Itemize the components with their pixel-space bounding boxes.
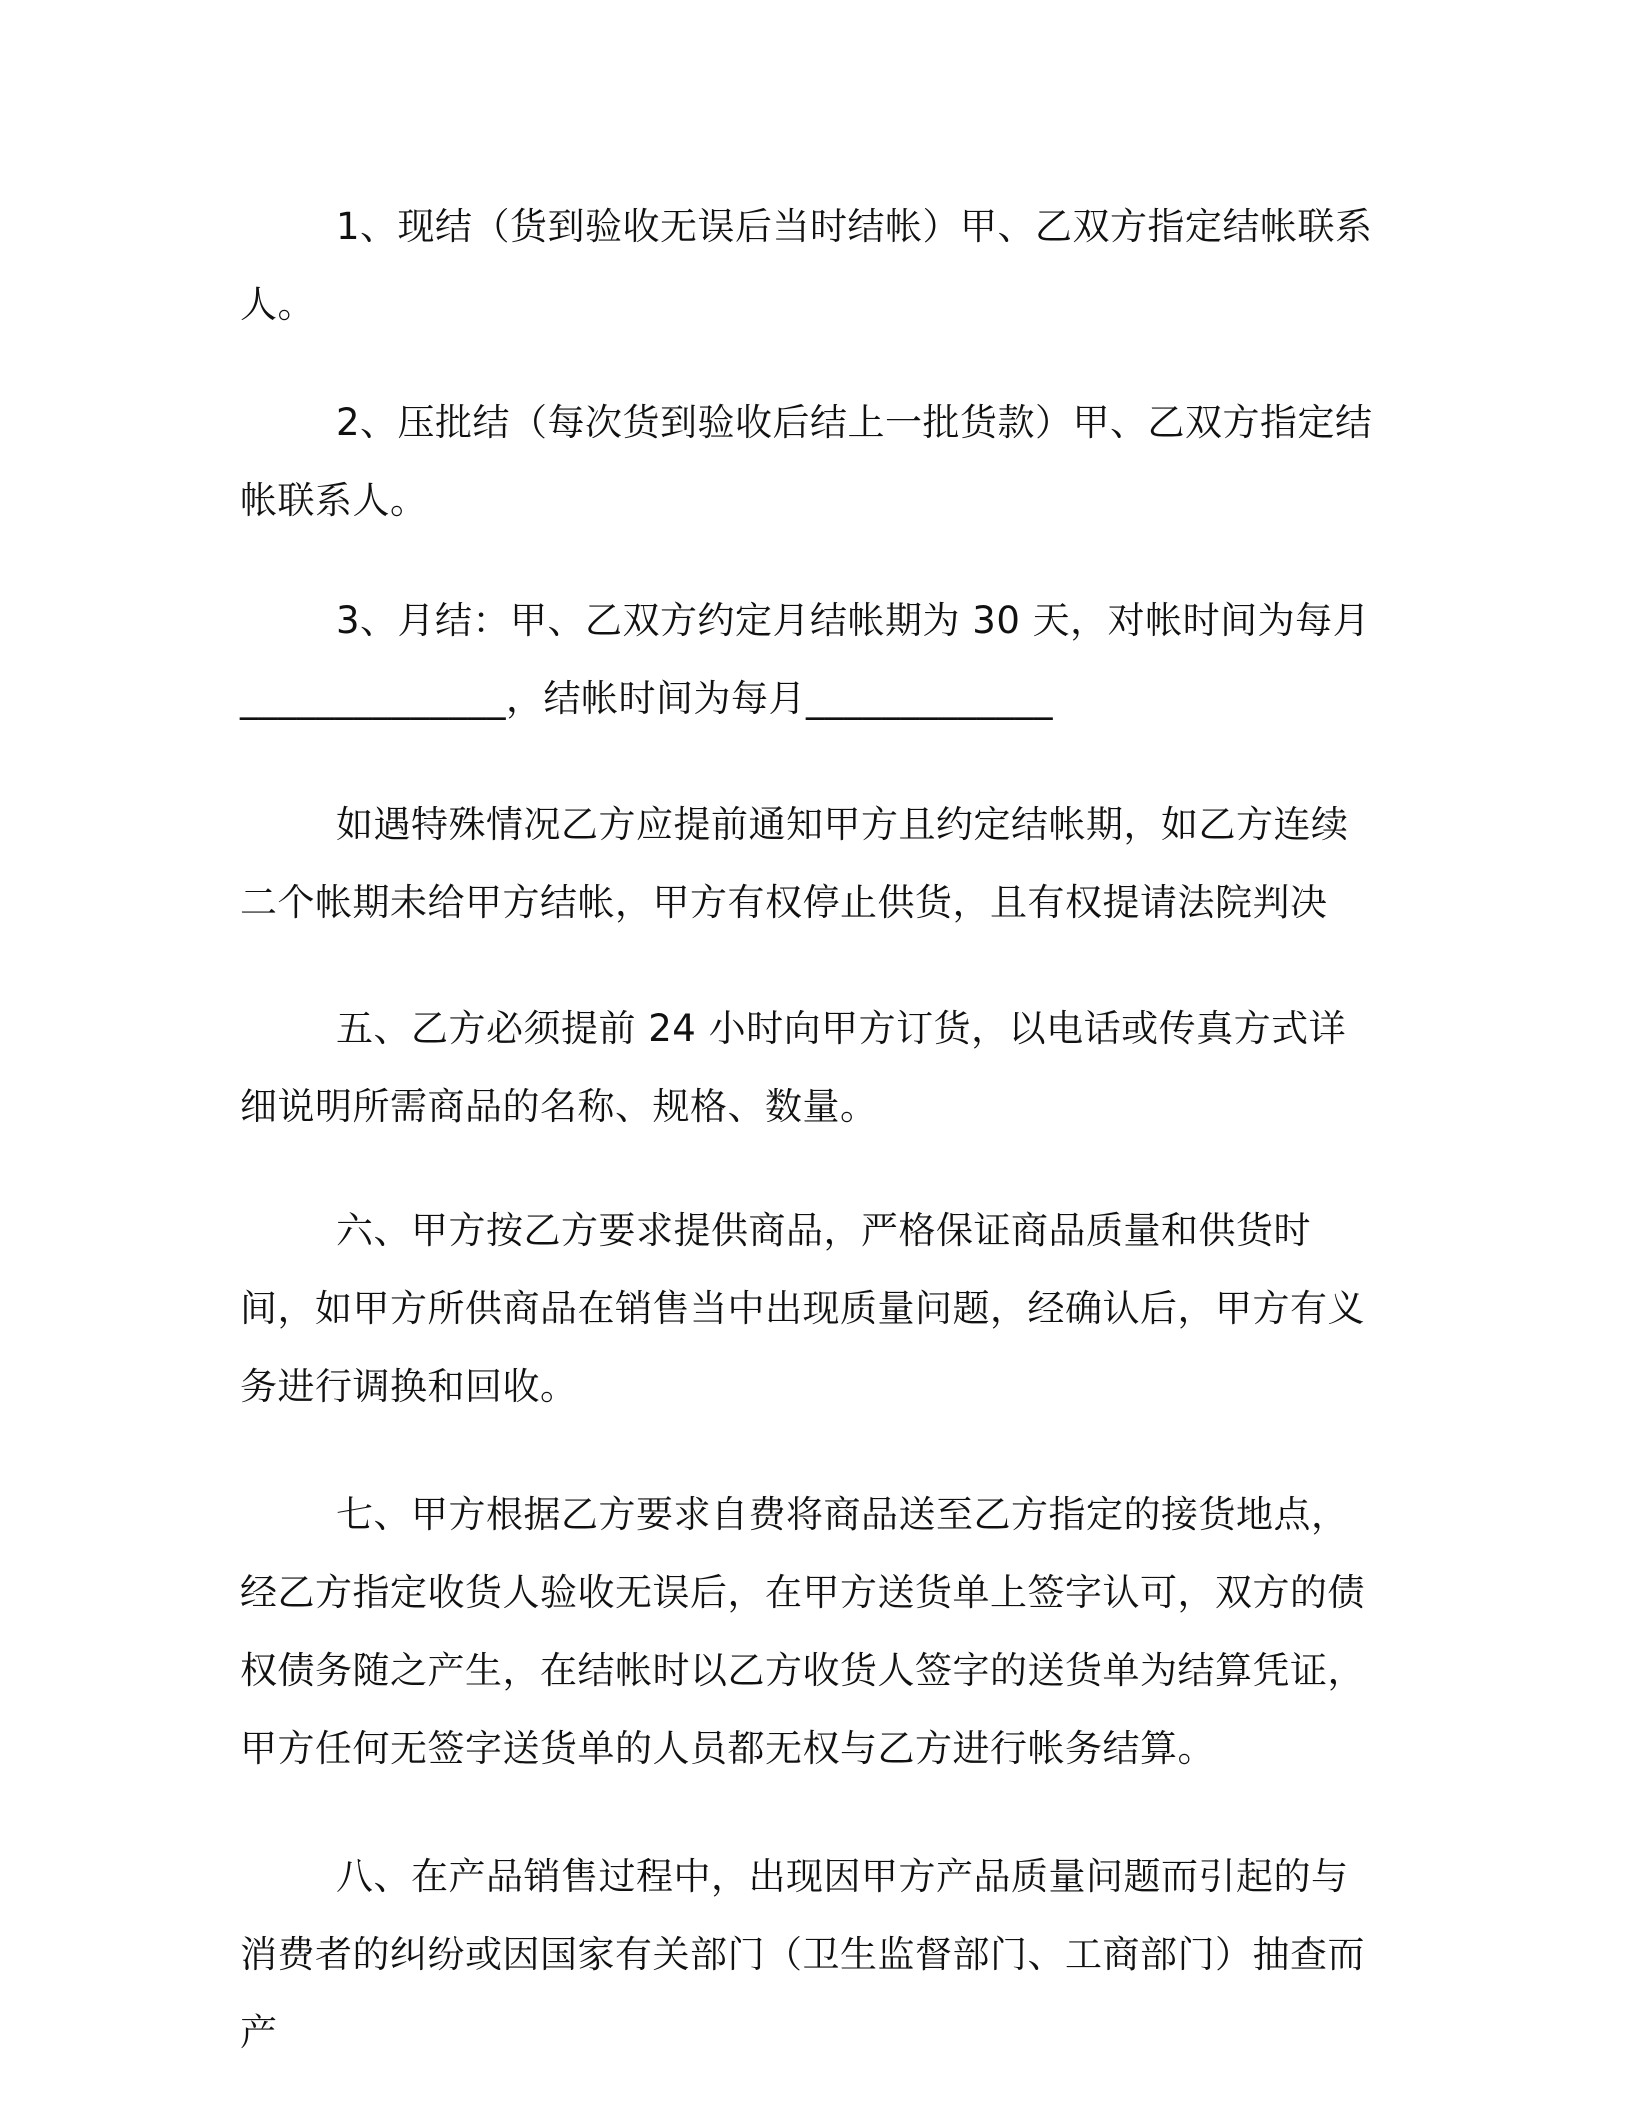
paragraph-clause-seven: 七、甲方根据乙方要求自费将商品送至乙方指定的接货地点，经乙方指定收货人验收无误后，在甲方送货单上签字认可，双方的债权债务随之产生，在结帐时以乙方收货人签字的送货单为结算凭证，甲方任何无签字送货单的人员都无权与乙方进行帐务结算。 <box>240 1493 1365 1770</box>
paragraph-clause-eight: 八、在产品销售过程中，出现因甲方产品质量问题而引起的与消费者的纠纷或因国家有关部门（卫生监督部门、工商部门）抽查而产 <box>240 1855 1365 2054</box>
document-body <box>240 188 1376 2124</box>
paragraph-special-circumstances: 如遇特殊情况乙方应提前通知甲方且约定结帐期，如乙方连续二个帐期未给甲方结帐，甲方有权停止供货，且有权提请法院判决 <box>240 803 1349 924</box>
paragraph-clause-six: 六、甲方按乙方要求提供商品，严格保证商品质量和供货时间，如甲方所供商品在销售当中出现质量问题，经确认后，甲方有义务进行调换和回收。 <box>240 1209 1365 1408</box>
paragraph-clause-five: 五、乙方必须提前 24 小时向甲方订货，以电话或传真方式详细说明所需商品的名称、规格、数量。 <box>240 1007 1347 1128</box>
paragraph-settlement-cash: 1、现结（货到验收无误后当时结帐）甲、乙双方指定结帐联系人。 <box>240 205 1373 326</box>
paragraph-settlement-batch: 2、压批结（每次货到验收后结上一批货款）甲、乙双方指定结帐联系人。 <box>240 401 1373 522</box>
paragraph-settlement-monthly: 3、月结：甲、乙双方约定月结帐期为 30 天，对帐时间为每月______________，结帐时间为每月_____________ <box>240 599 1371 720</box>
